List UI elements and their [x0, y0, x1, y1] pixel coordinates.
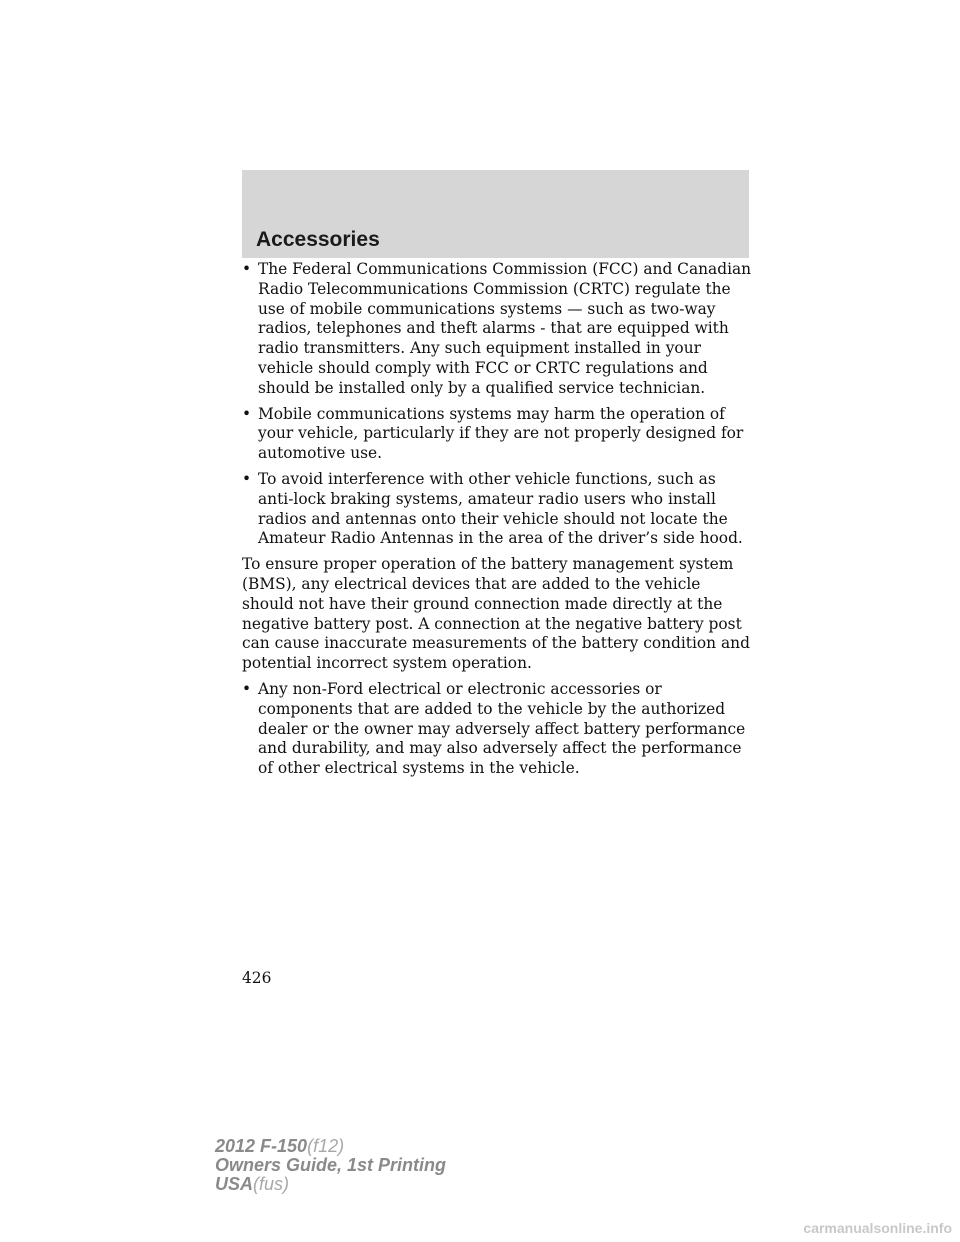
page-number: 426 — [242, 969, 272, 987]
footer-model-code: (f12) — [307, 1136, 345, 1156]
bullet-icon: • — [242, 469, 252, 488]
bullet-icon: • — [242, 260, 252, 278]
footer-region-code: (fus) — [253, 1174, 290, 1194]
section-title: Accessories — [256, 228, 380, 251]
bullet-item — [242, 680, 754, 779]
footer-line-model — [215, 1137, 446, 1156]
footer-line-region — [215, 1175, 446, 1194]
bullet-text: Mobile communications systems may harm the operation of your vehicle, particularly if they are not properly designed for automotive use. — [258, 404, 744, 463]
footer-model: 2012 F-150 — [215, 1136, 308, 1156]
footer-region: USA — [215, 1174, 254, 1194]
bullet-item — [242, 260, 754, 399]
bullet-text: Any non-Ford electrical or electronic accessories or components that are added to the vehicle by the authorized dealer or the owner may adversely affect battery performance and durability, and may also adversely affect the performance of other electrical systems in the vehicle. — [258, 679, 746, 778]
footer — [215, 1137, 446, 1194]
bullet-item — [242, 470, 754, 549]
bullet-icon: • — [242, 679, 252, 698]
body-paragraph: To ensure proper operation of the battery management system (BMS), any electrical devices that are added to the vehicle should not have their ground connection made directly at the negative battery post. A connection at the negative battery post can cause inaccurate measurements of the battery condition and potential incorrect system operation. — [242, 555, 750, 673]
bullet-item — [242, 405, 754, 464]
bullet-text: To avoid interference with other vehicle functions, such as anti-lock braking systems, amateur radio users who install radios and antennas onto their vehicle should not locate the Amateur Radio Antennas in the area of the driver’s side hood. — [258, 469, 743, 548]
bullet-icon: • — [242, 404, 252, 423]
footer-printing: Owners Guide, 1st Printing — [215, 1155, 447, 1175]
page-content — [242, 260, 754, 785]
bullet-text: The Federal Communications Commission (FCC) and Canadian Radio Telecommunications Commission (CRTC) regulate the use of mobile communications systems — such as two-way radios, telephones and theft alarms - that are equipped with radio transmitters. Any such equipment installed in your vehicle should comply with FCC or CRTC regulations and should be installed only by a qualified service technician. — [258, 260, 752, 397]
watermark: carmanualsonline.info — [803, 1220, 952, 1236]
section-header — [242, 170, 749, 258]
